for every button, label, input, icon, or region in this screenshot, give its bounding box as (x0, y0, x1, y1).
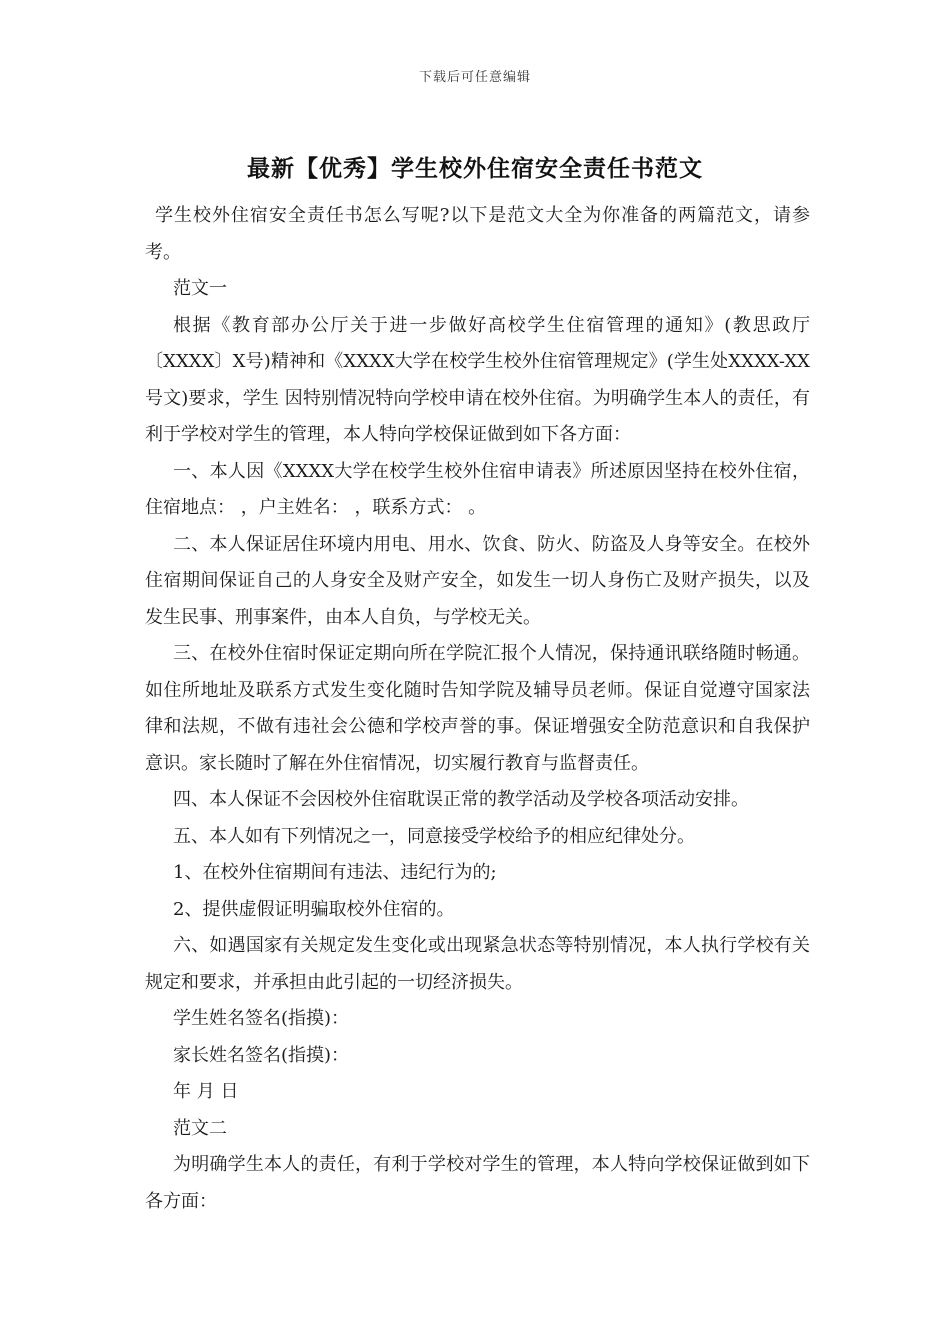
section-heading-sample-two: 范文二 (173, 1117, 227, 1139)
document-title: 最新【优秀】学生校外住宿安全责任书范文 (247, 155, 703, 182)
student-signature-line: 学生姓名签名(指摸)： (173, 1008, 350, 1029)
document-body (145, 198, 810, 1220)
parent-signature-line: 家长姓名签名(指摸)： (173, 1044, 350, 1066)
header-note: 下载后可任意编辑 (418, 70, 531, 85)
paragraph: 为明确学生本人的责任，有利于学校对学生的管理，本人特向学校保证做到如下各方面： (145, 1154, 810, 1212)
intro-paragraph: 学生校外住宿安全责任书怎么写呢?以下是范文大全为你准备的两篇范文，请参考。 (145, 205, 810, 263)
paragraph: 一、本人因《XXXX大学在校学生校外住宿申请表》所述原因坚持在校外住宿，住宿地点： ，户主姓名： ，联系方式： 。 (145, 460, 810, 518)
date-line: 年 月 日 (173, 1081, 239, 1102)
section-heading-sample-one: 范文一 (173, 278, 227, 299)
paragraph: 三、在校外住宿时保证定期向所在学院汇报个人情况，保持通讯联络随时畅通。如住所地址及联系方式发生变化随时告知学院及辅导员老师。保证自觉遵守国家法律和法规，不做有违社会公德和学校声誉的事。保证增强安全防范意识和自我保护意识。家长随时了解在外住宿情况，切实履行教育与监督责任。 (145, 643, 810, 774)
paragraph: 根据《教育部办公厅关于进一步做好高校学生住宿管理的通知》(教思政厅〔XXXX〕X号)精神和《XXXX大学在校学生校外住宿管理规定》(学生处XXXX-XX号文)要求，学生 因特别情况特向学校申请在校外住宿。为明确学生本人的责任，有利于学校对学生的管理，本人特向学校保证做到如下各方面： (145, 314, 810, 445)
paragraph: 五、本人如有下列情况之一，同意接受学校给予的相应纪律处分。 (173, 825, 695, 847)
paragraph: 六、如遇国家有关规定发生变化或出现紧急状态等特别情况，本人执行学校有关规定和要求，并承担由此引起的一切经济损失。 (145, 935, 810, 993)
list-item: 1、在校外住宿期间有违法、违纪行为的; (173, 862, 497, 883)
paragraph: 四、本人保证不会因校外住宿耽误正常的教学活动及学校各项活动安排。 (173, 789, 749, 810)
paragraph: 二、本人保证居住环境内用电、用水、饮食、防火、防盗及人身等安全。在校外住宿期间保证自己的人身安全及财产安全，如发生一切人身伤亡及财产损失，以及发生民事、刑事案件，由本人自负，与学校无关。 (145, 533, 810, 628)
list-item: 2、提供虚假证明骗取校外住宿的。 (173, 898, 455, 920)
